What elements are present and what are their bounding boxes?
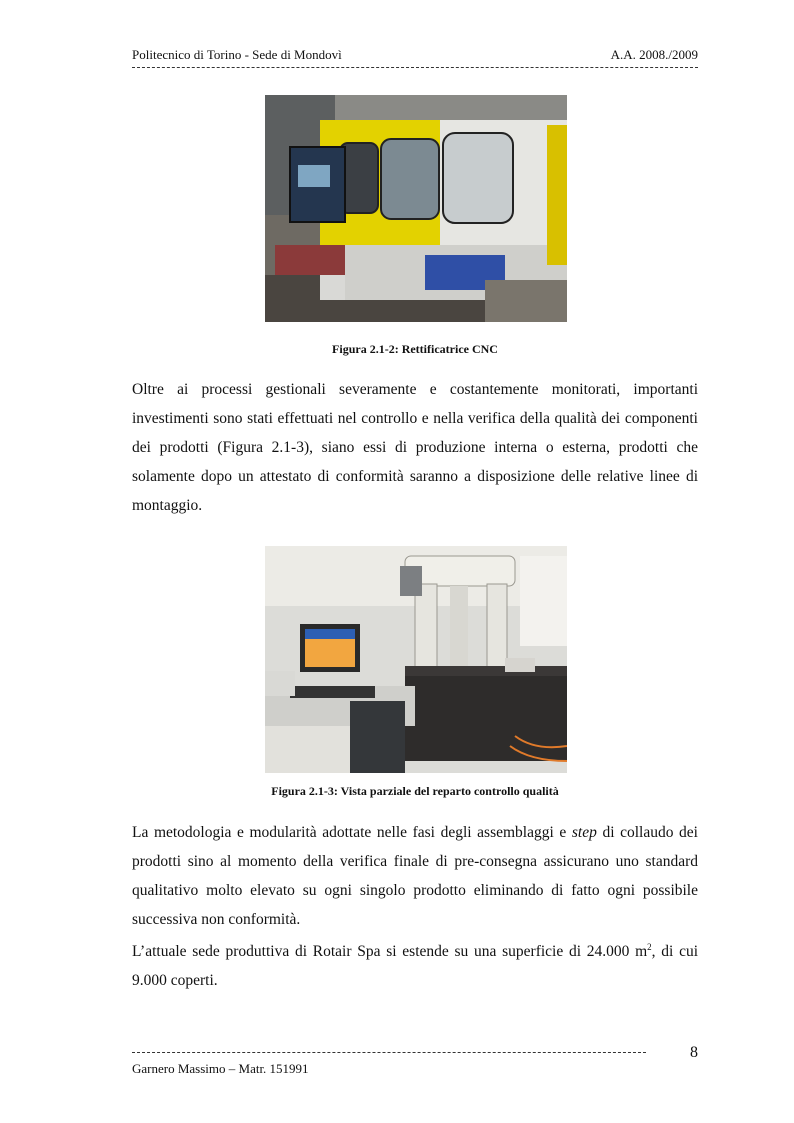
paragraph-assembly-methodology xyxy=(132,818,698,934)
paragraph-quality-investments: Oltre ai processi gestionali severamente e costantemente monitorati, importanti investimenti sono stati effettuati nel controllo e nella verifica della qualità dei componenti dei prodotti (Figura 2.1-3), siano essi di produzione interna o esterna, prodotti che solamente dopo un attestato di conformità saranno a disposizione delle relative linee di montaggio. xyxy=(132,381,698,514)
cnc-grinding-machine-photo xyxy=(265,95,567,322)
paragraph-production-site xyxy=(132,937,698,995)
p3-superscript: 2 xyxy=(647,941,652,952)
footer-divider xyxy=(132,1052,646,1053)
p2-text-before: La metodologia e modularità adottate nelle fasi degli assemblaggi e xyxy=(132,824,572,841)
p2-text-after: di collaudo dei prodotti sino al momento della verifica finale di pre-consegna assicurano uno standard qualitativo molto elevato su ogni singolo prodotto eliminando di fatto ogni possibile successiva non conformità. xyxy=(132,824,698,928)
quality-control-lab-photo xyxy=(265,546,567,773)
header-divider xyxy=(132,67,698,68)
figure-caption-2: Figura 2.1-3: Vista parziale del reparto controllo qualità xyxy=(271,784,559,798)
footer-author: Garnero Massimo – Matr. 151991 xyxy=(132,1061,309,1076)
page-number: 8 xyxy=(690,1044,698,1061)
header-right-text: A.A. 2008./2009 xyxy=(610,47,698,62)
figure-caption-1: Figura 2.1-2: Rettificatrice CNC xyxy=(332,342,498,356)
header-left-text: Politecnico di Torino - Sede di Mondovì xyxy=(132,47,342,62)
p3-text-after: , di cui 9.000 coperti. xyxy=(132,943,699,989)
p3-text-before: L’attuale sede produttiva di Rotair Spa si estende su una superficie di 24.000 m xyxy=(132,943,648,960)
p2-italic-step: step xyxy=(571,824,597,841)
